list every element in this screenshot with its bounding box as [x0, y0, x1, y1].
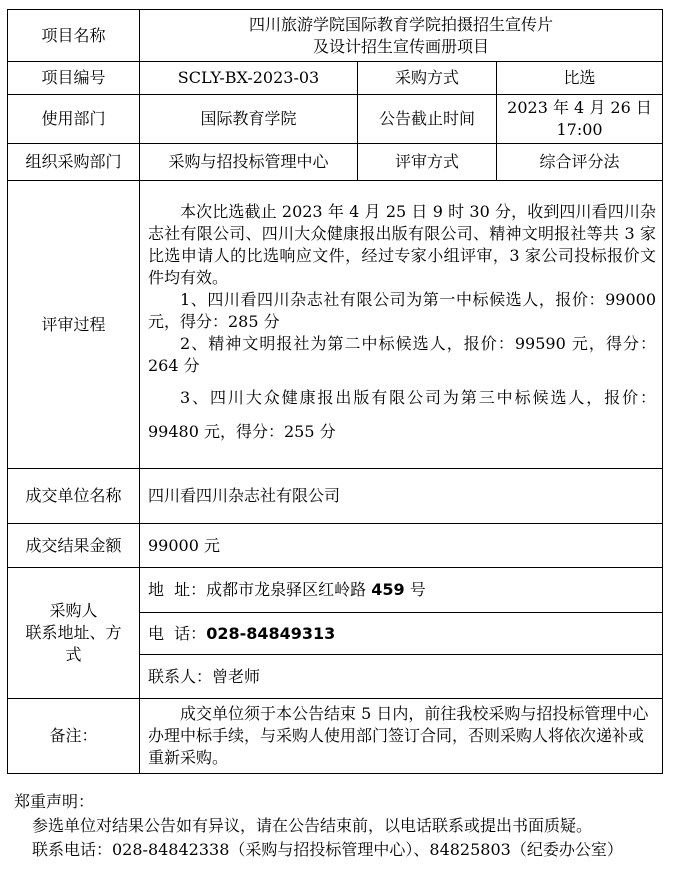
row-review-process [8, 181, 663, 469]
declaration-title: 郑重声明： [14, 792, 95, 811]
review-method-value: 综合评分法 [497, 144, 663, 181]
review-process-content [140, 181, 663, 469]
row-org-dept [8, 144, 663, 181]
project-no-label: 项目编号 [8, 62, 140, 95]
address-suffix: 号 [409, 580, 426, 599]
deadline-line1: 2023 年 4 月 26 日 [507, 98, 652, 117]
review-process-p2: 1、四川看四川杂志社有限公司为第一中标候选人，报价：99000 元，得分：285 分 [148, 289, 657, 331]
row-amount [8, 524, 663, 568]
phone-prefix: 电 话： [148, 623, 207, 643]
address-prefix: 地 址：成都市龙泉驿区红岭路 [148, 580, 367, 599]
purchaser-label-line2: 联系地址、方 [25, 623, 122, 642]
project-name-value [140, 10, 663, 62]
review-process-p3: 2、精神文明报社为第二中标候选人，报价：99590 元，得分：264 分 [148, 333, 657, 375]
phone-value: 028-84849313 [206, 623, 336, 643]
remark-label: 备注： [8, 699, 140, 774]
purchaser-label-line1: 采购人 [49, 601, 98, 620]
row-project-name [8, 10, 663, 62]
deadline-value [497, 95, 663, 144]
winner-label: 成交单位名称 [8, 469, 140, 524]
project-name-line2: 及设计招生宣传画册项目 [313, 36, 490, 56]
review-method-label: 评审方式 [358, 144, 497, 181]
review-process-p1: 本次比选截止 2023 年 4 月 25 日 9 时 30 分，收到四川看四川杂志社有限公司、四川大众健康报出版有限公司、精神文明报社等共 3 家比选申请人的比选响应文件，经过专家小组评审，3 家公司投标报价文件均有效。 [148, 201, 657, 287]
row-dept [8, 95, 663, 144]
procurement-method-label: 采购方式 [358, 62, 497, 95]
procurement-method-value: 比选 [497, 62, 663, 95]
declaration-line2: 联系电话：028-84842338（采购与招投标管理中心）、84825803（纪委办公室） [32, 840, 623, 859]
declaration-line1: 参选单位对结果公告如有异议，请在公告结束前，以电话联系或提出书面质疑。 [32, 816, 593, 835]
project-name-line1: 四川旅游学院国际教育学院拍摄招生宣传片 [249, 14, 554, 34]
winner-value: 四川看四川杂志社有限公司 [140, 469, 663, 524]
project-no-value: SCLY-BX-2023-03 [140, 62, 358, 95]
row-address [8, 568, 663, 613]
remark-value: 成交单位须于本公告结束 5 日内，前往我校采购与招投标管理中心办理中标手续，与采购人使用部门签订合同，否则采购人将依次递补或重新采购。 [148, 704, 649, 767]
amount-label: 成交结果金额 [8, 524, 140, 568]
org-dept-value: 采购与招投标管理中心 [140, 144, 358, 181]
purchaser-label [8, 568, 140, 699]
phone-value-cell [140, 613, 663, 655]
address-number: 459 [371, 580, 405, 599]
row-winner [8, 469, 663, 524]
declaration [14, 790, 664, 862]
announcement-table [7, 9, 663, 774]
address-value [140, 568, 663, 613]
review-process-label: 评审过程 [8, 181, 140, 469]
amount-value: 99000 元 [140, 524, 663, 568]
remark-content [140, 699, 663, 774]
purchaser-label-line3: 式 [65, 645, 82, 664]
project-name-label: 项目名称 [8, 10, 140, 62]
review-process-p4: 3、四川大众健康报出版有限公司为第三中标候选人，报价：99480 元，得分：255 分 [148, 387, 657, 441]
contact-value: 联系人：曾老师 [140, 655, 663, 699]
row-remark [8, 699, 663, 774]
row-project-no [8, 62, 663, 95]
deadline-label: 公告截止时间 [358, 95, 497, 144]
dept-label: 使用部门 [8, 95, 140, 144]
org-dept-label: 组织采购部门 [8, 144, 140, 181]
dept-value: 国际教育学院 [140, 95, 358, 144]
deadline-line2: 17:00 [556, 120, 603, 139]
